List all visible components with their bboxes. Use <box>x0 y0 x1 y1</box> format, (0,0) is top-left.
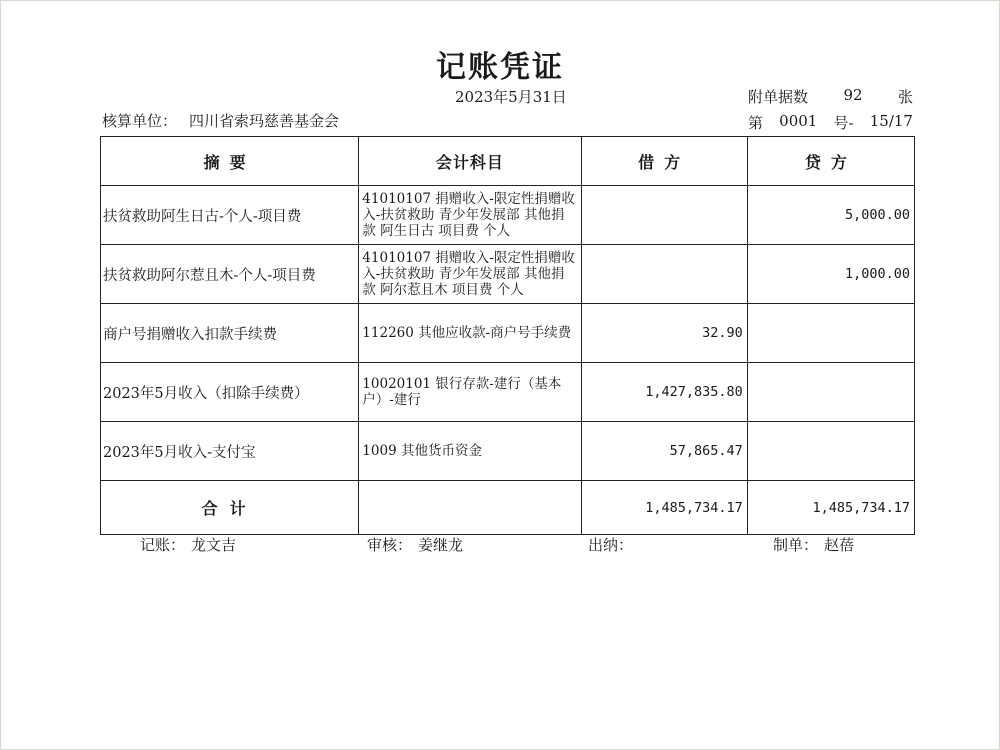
total-credit: 1,485,734.17 <box>747 481 914 535</box>
table-row <box>101 304 915 363</box>
row-credit <box>747 363 914 422</box>
header-summary: 摘要 <box>101 137 359 186</box>
total-row <box>101 481 915 535</box>
row-credit: 5,000.00 <box>747 186 914 245</box>
row-debit <box>581 186 747 245</box>
bookkeeper-label: 记账： <box>140 536 186 554</box>
table-row <box>101 186 915 245</box>
auditor-label: 审核： <box>367 536 413 554</box>
preparer-label: 制单： <box>773 536 819 554</box>
voucher-no-suffix: 号- <box>833 114 854 132</box>
voucher-title: 记账凭证 <box>436 50 564 85</box>
row-account: 1009 其他货币资金 <box>359 422 581 481</box>
attachments-info <box>748 86 913 107</box>
footer-bookkeeper <box>140 534 236 555</box>
row-credit <box>747 422 914 481</box>
cashier-label: 出纳： <box>588 536 634 554</box>
row-account: 41010107 捐赠收入-限定性捐赠收入-扶贫救助 青少年发展部 其他捐款 阿生日古 项目费 个人 <box>359 186 581 245</box>
voucher-number <box>748 112 913 133</box>
bookkeeper-name: 龙文吉 <box>191 536 237 554</box>
total-blank <box>359 481 581 535</box>
row-summary: 扶贫救助阿生日古-个人-项目费 <box>101 186 359 245</box>
row-account: 112260 其他应收款-商户号手续费 <box>359 304 581 363</box>
table-row <box>101 422 915 481</box>
table-row <box>101 363 915 422</box>
voucher-no-value: 0001 <box>779 112 818 130</box>
voucher-date: 2023年5月31日 <box>455 88 567 106</box>
total-label <box>101 481 359 535</box>
attachments-unit: 张 <box>897 88 913 106</box>
footer-preparer <box>773 534 854 555</box>
row-summary: 扶贫救助阿尔惹且木-个人-项目费 <box>101 245 359 304</box>
row-debit: 32.90 <box>581 304 747 363</box>
header-credit: 贷方 <box>747 137 914 186</box>
row-credit <box>747 304 914 363</box>
auditor-name: 姜继龙 <box>418 536 464 554</box>
total-debit: 1,485,734.17 <box>581 481 747 535</box>
row-summary: 商户号捐赠收入扣款手续费 <box>101 304 359 363</box>
row-summary: 2023年5月收入-支付宝 <box>101 422 359 481</box>
preparer-name: 赵蓓 <box>824 536 855 554</box>
unit-label: 核算单位： <box>102 112 178 130</box>
row-account: 41010107 捐赠收入-限定性捐赠收入-扶贫救助 青少年发展部 其他捐款 阿尔惹且木 项目费 个人 <box>359 245 581 304</box>
row-debit: 1,427,835.80 <box>581 363 747 422</box>
accounting-unit <box>102 110 339 131</box>
unit-name: 四川省索玛慈善基金会 <box>189 112 340 130</box>
row-account: 10020101 银行存款-建行（基本户）-建行 <box>359 363 581 422</box>
voucher-table <box>100 136 915 535</box>
header-debit: 借方 <box>581 137 747 186</box>
voucher-no-prefix: 第 <box>748 114 764 132</box>
header-account: 会计科目 <box>359 137 581 186</box>
attachments-label: 附单据数 <box>748 88 809 106</box>
row-credit: 1,000.00 <box>747 245 914 304</box>
table-row <box>101 245 915 304</box>
total-label-text: 合计 <box>201 499 258 518</box>
footer-auditor <box>367 534 463 555</box>
attachments-count: 92 <box>843 86 863 104</box>
voucher-page: 15/17 <box>869 112 913 130</box>
row-debit <box>581 245 747 304</box>
footer-cashier <box>588 534 639 555</box>
row-debit: 57,865.47 <box>581 422 747 481</box>
row-summary: 2023年5月收入（扣除手续费） <box>101 363 359 422</box>
